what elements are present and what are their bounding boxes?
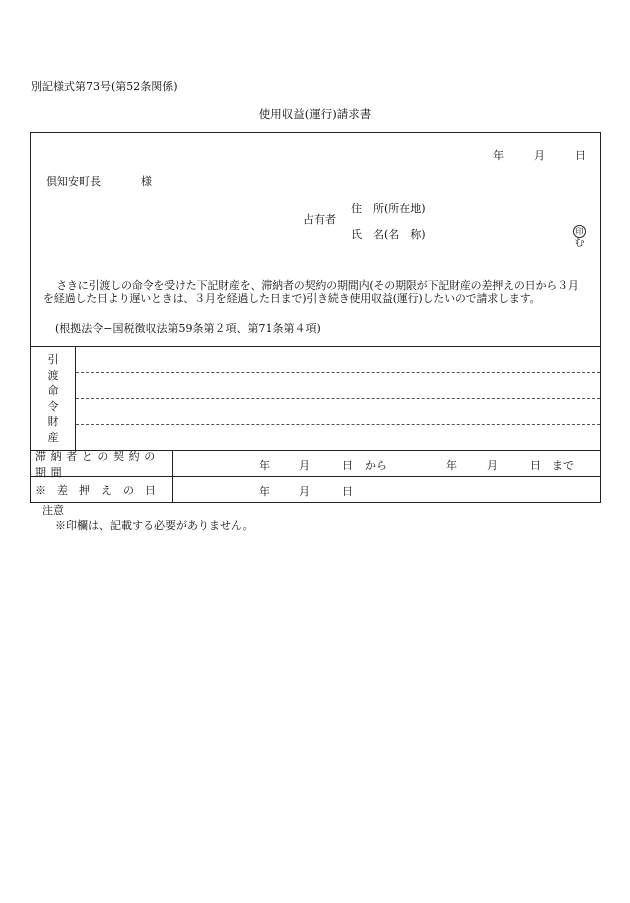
addressee-name: 倶知安町長 [46, 175, 101, 188]
legal-basis: (根拠法令−国税徴収法第59条第２項、第71条第４項) [55, 322, 321, 335]
property-label-char: 財 [47, 415, 59, 428]
addressee-honorific: 様 [141, 175, 152, 188]
contract-period-row [31, 451, 600, 477]
to-year: 年 [446, 459, 457, 472]
addressee [46, 173, 152, 189]
seizure-date-label: ※ 差 押 え の 日 [31, 477, 173, 502]
seal-icon: 印 [573, 225, 586, 238]
notes-heading: 注意 [42, 504, 64, 517]
to-day: 日 [530, 459, 541, 472]
dashed-divider [76, 424, 600, 425]
seizure-year: 年 [259, 485, 270, 498]
notes-item: ※印欄は、記載する必要がありません。 [55, 519, 254, 532]
date-day: 日 [575, 149, 586, 162]
to-month: 月 [487, 459, 498, 472]
property-label [31, 347, 76, 450]
date-field [493, 147, 586, 163]
to-word: まで [552, 459, 574, 472]
form-box [30, 132, 601, 503]
from-month: 月 [299, 459, 310, 472]
property-entry-area[interactable] [76, 347, 600, 450]
from-day: 日 [342, 459, 353, 472]
seizure-day: 日 [342, 485, 353, 498]
from-year: 年 [259, 459, 270, 472]
from-word: から [365, 459, 387, 472]
request-section [31, 133, 600, 347]
seizure-month: 月 [299, 485, 310, 498]
seal-suffix: む [574, 238, 585, 249]
date-month: 月 [534, 149, 545, 162]
name-label: 氏 名(名 称) [351, 228, 426, 241]
property-label-char: 渡 [47, 368, 59, 382]
dashed-divider [76, 398, 600, 399]
form-id: 別記様式第73号(第52条関係) [31, 80, 178, 93]
seal-mark [573, 225, 586, 250]
property-label-char: 産 [47, 430, 59, 444]
contract-period-label: 滞納者との契約の期間 [31, 451, 173, 476]
property-section [31, 347, 600, 451]
date-year: 年 [493, 149, 504, 162]
document-title: 使用収益(運行)請求書 [258, 107, 372, 121]
property-label-char: 引 [47, 353, 59, 366]
dashed-divider [76, 372, 600, 373]
property-label-char: 命 [47, 384, 59, 397]
property-label-char: 令 [47, 399, 59, 413]
request-text: さきに引渡しの命令を受けた下記財産を、滞納者の契約の期間内(その期限が下記財産の差押えの日から３月を経過した日より遅いときは、３月を経過した日まで)引き続き使用収益(運行)したいので請求します。 [43, 279, 579, 305]
seizure-date-row [31, 477, 600, 502]
occupant-label: 占有者 [303, 213, 336, 226]
address-label: 住 所(所在地) [351, 202, 426, 215]
